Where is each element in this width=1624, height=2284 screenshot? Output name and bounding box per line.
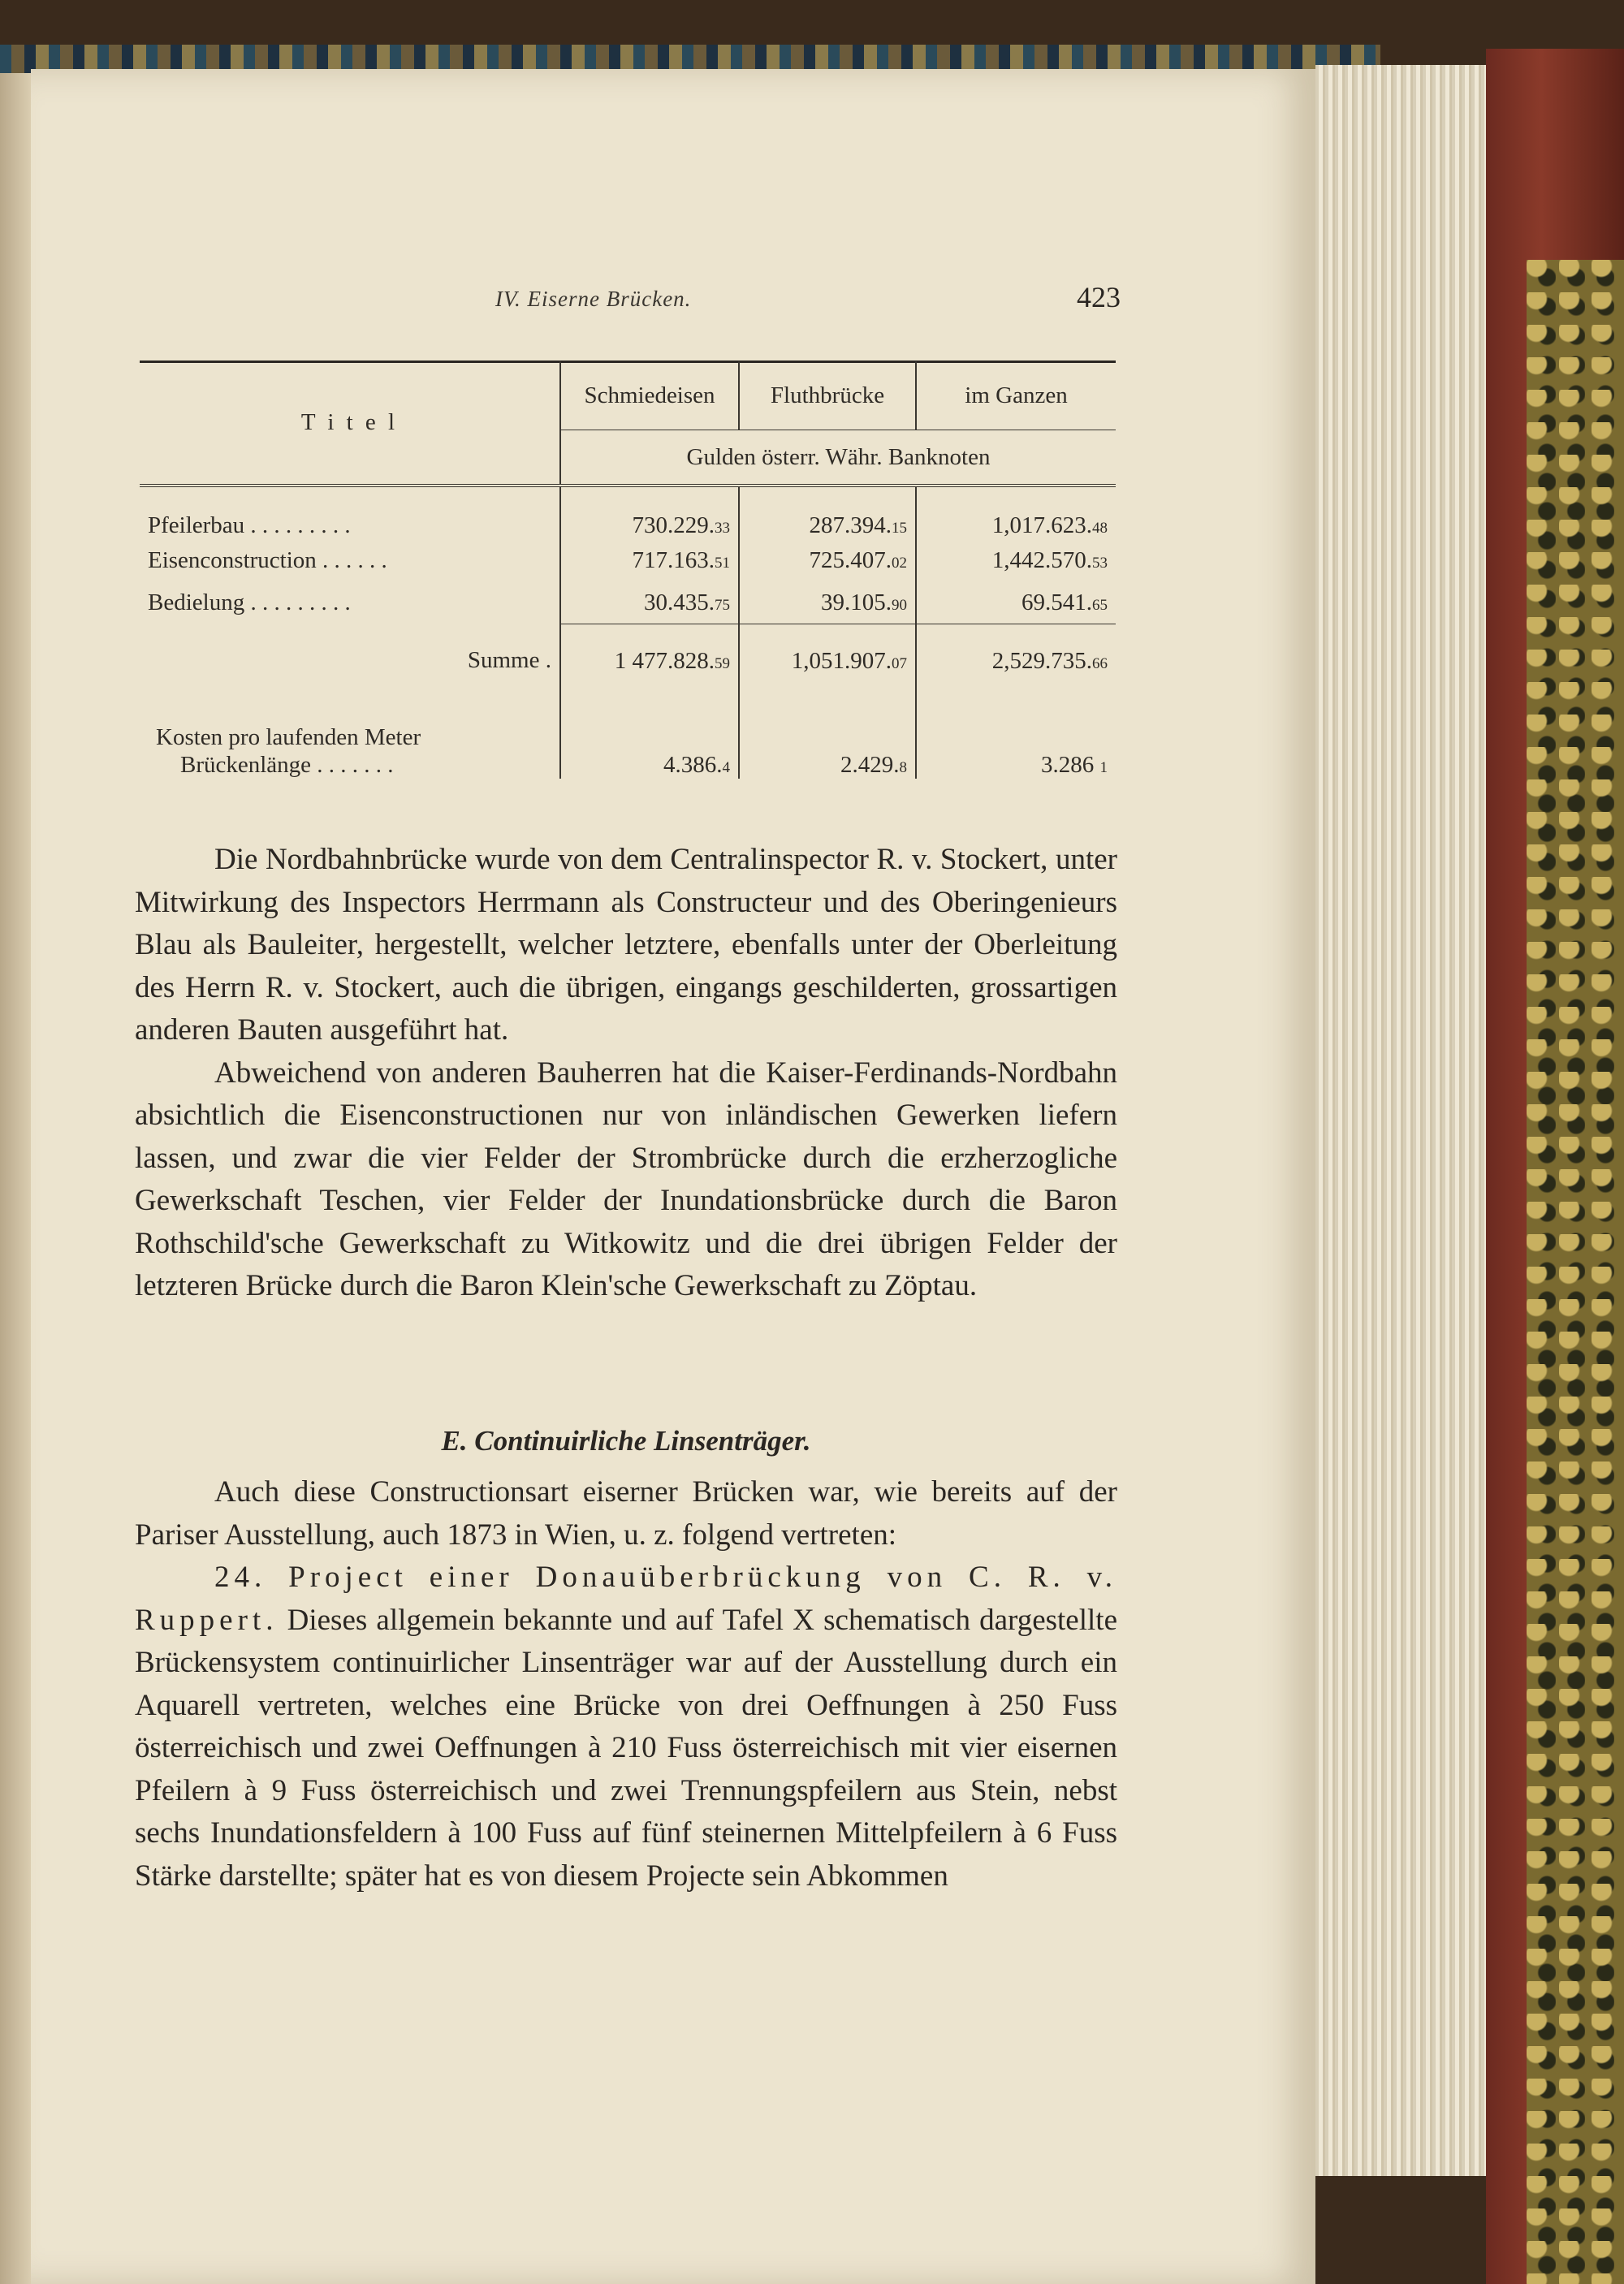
sum-row xyxy=(140,624,1116,698)
cost-per-meter-row xyxy=(140,697,1116,779)
paragraph: Auch diese Constructionsart eiserner Brücken war, wie bereits auf der Pariser Ausstellung, auch 1873 in Wien, u. z. folgend vertreten: xyxy=(135,1475,1117,1552)
page-stack-edges xyxy=(1315,65,1486,2176)
header-title: IV. Eiserne Brücken. xyxy=(495,287,692,311)
title-header: T i t e l xyxy=(140,361,560,486)
cell-value: 39.105.90 xyxy=(739,581,916,624)
cell-value: 1,442.570.53 xyxy=(916,539,1116,581)
cell-value: 730.229.33 xyxy=(560,486,739,539)
table-row xyxy=(140,539,1116,581)
cell-value: 3.286 1 xyxy=(916,697,1116,779)
cell-value: 287.394.15 xyxy=(739,486,916,539)
col-header-fluthbruecke: Fluthbrücke xyxy=(739,361,916,430)
table-row xyxy=(140,486,1116,539)
cell-value: 2,529.735.66 xyxy=(916,624,1116,698)
col-header-im-ganzen: im Ganzen xyxy=(916,361,1116,430)
body-text-lower xyxy=(135,1471,1117,1898)
cell-value: 4.386.4 xyxy=(560,697,739,779)
page-number: 423 xyxy=(1077,281,1121,313)
marbled-endpaper xyxy=(1527,260,1624,2284)
cost-table xyxy=(140,361,1116,779)
project-title: 24. Project einer Donauüberbrückung von C. R. v. Ruppert. xyxy=(135,1561,1117,1637)
cost-per-meter-label: Kosten pro laufenden Meter Brückenlänge . . . . . . . xyxy=(156,724,421,778)
unit-header: Gulden österr. Währ. Banknoten xyxy=(560,430,1116,486)
col-header-schmiedeisen: Schmiedeisen xyxy=(560,361,739,430)
paragraph: Die Nordbahnbrücke wurde von dem Centralinspector R. v. Stockert, unter Mitwirkung des Inspectors Herrmann als Constructeur und des Oberingenieurs Blau als Bauleiter, hergestellt, welcher letztere, ebenfalls unter der Oberleitung des Herrn R. v. Stockert, auch die übrigen, eingangs geschilderten, grossartigen anderen Bauten ausgeführt hat. xyxy=(135,843,1117,1047)
section-heading: E. Continuirliche Linsenträger. xyxy=(441,1425,811,1457)
cell-value: 725.407.02 xyxy=(739,539,916,581)
left-page-edge xyxy=(0,73,32,2284)
paragraph: 24. Project einer Donauüberbrückung von C. R. v. Ruppert. Dieses allgemein bekannte und auf Tafel X schematisch dargestellte Brückensystem continuirlicher Linsenträger war auf der Ausstellung durch ein Aquarell vertreten, welches eine Brücke von drei Oeffnungen à 250 Fuss österreichisch und zwei Oeffnungen à 210 Fuss österreichisch mit vier eisernen Pfeilern à 9 Fuss österreichisch und zwei Trennungspfeilern aus Stein, nebst sechs Inundationsfeldern à 100 Fuss auf fünf steinernen Mittelpfeilern à 6 Fuss Stärke darstellte; später hat es von diesem Projecte sein Abkommen xyxy=(135,1561,1117,1893)
paragraph: Abweichend von anderen Bauherren hat die Kaiser-Ferdinands-Nordbahn absichtlich die Eisenconstructionen nur von inländischen Gewerken liefern lassen, und zwar die vier Felder der Strombrücke durch die erzherzogliche Gewerkschaft Teschen, vier Felder der Inundationsbrücke durch die Baron Rothschild'sche Gewerkschaft zu Witkowitz und die drei übrigen Felder der letzteren Brücke durch die Baron Klein'sche Gewerkschaft zu Zöptau. xyxy=(135,1056,1117,1302)
running-header xyxy=(138,280,1121,321)
row-label: Pfeilerbau . . . . . . . . . xyxy=(148,512,351,538)
row-label: Eisenconstruction . . . . . . xyxy=(148,546,387,573)
body-text-upper xyxy=(135,839,1117,1308)
cell-value: 1,051.907.07 xyxy=(739,624,916,698)
cell-value: 2.429.8 xyxy=(739,697,916,779)
cell-value: 69.541.65 xyxy=(916,581,1116,624)
cell-value: 30.435.75 xyxy=(560,581,739,624)
row-label: Bedielung . . . . . . . . . xyxy=(148,589,351,615)
sum-label: Summe . xyxy=(467,647,551,674)
cell-value: 1,017.623.48 xyxy=(916,486,1116,539)
table-row xyxy=(140,581,1116,624)
cell-value: 1 477.828.59 xyxy=(560,624,739,698)
cell-value: 717.163.51 xyxy=(560,539,739,581)
